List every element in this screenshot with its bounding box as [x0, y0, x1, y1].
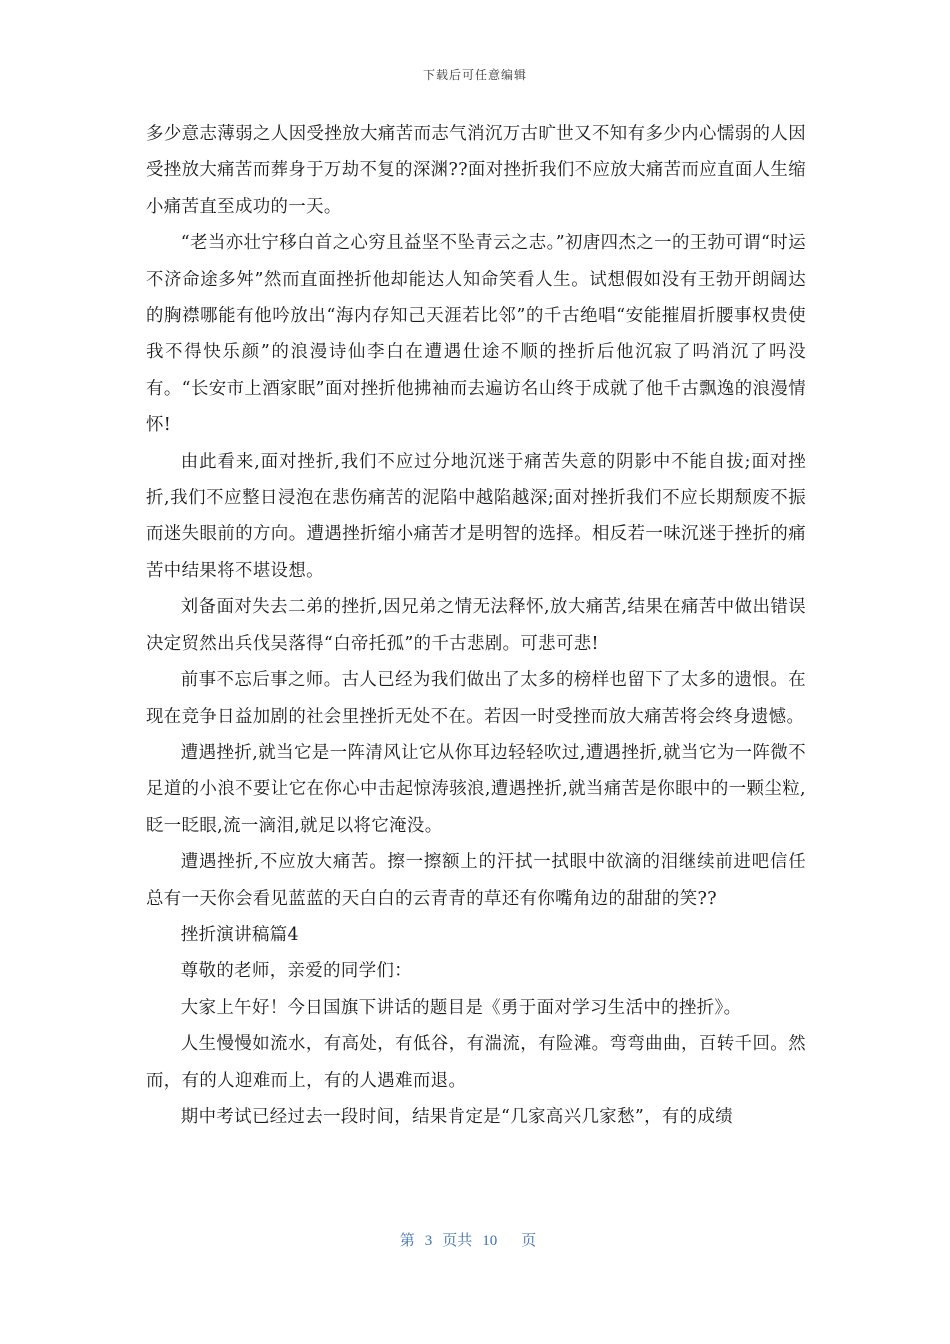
document-body [146, 116, 806, 1135]
paragraph-5: 前事不忘后事之师。古人已经为我们做出了太多的榜样也留下了太多的遗恨。在现在竞争日益加剧的社会里挫折无处不在。若因一时受挫而放大痛苦将会终身遗憾。 [146, 670, 806, 727]
salutation: 尊敬的老师，亲爱的同学们： [180, 961, 413, 982]
paragraph-2: “老当亦壮宁移白首之心穷且益坚不坠青云之志。”初唐四杰之一的王勃可谓“时运不济命途多舛”然而直面挫折他却能达人知命笑看人生。试想假如没有王勃开朗阔达的胸襟哪能有他吟放出“海内存知己天涯若比邻”的千古绝唱“安能摧眉折腰事权贵使我不得快乐颜”的浪漫诗仙李白在遭遇仕途不顺的挫折后他沉寂了吗消沉了吗没有。“长安市上酒家眠”面对挫折他拂袖而去遍访名山终于成就了他千古飘逸的浪漫情怀! [146, 233, 806, 436]
paragraph-7: 遭遇挫折,不应放大痛苦。擦一擦额上的汗拭一拭眼中欲滴的泪继续前进吧信任总有一天你会看见蓝蓝的天白白的云青青的草还有你嘴角边的甜甜的笑?? [146, 852, 806, 909]
page-label-middle: 页共 [442, 1233, 473, 1249]
page-label-prefix: 第 [399, 1233, 415, 1249]
page-footer [0, 1229, 950, 1250]
paragraph-1: 多少意志薄弱之人因受挫放大痛苦而志气消沉万古旷世又不知有多少内心懦弱的人因受挫放大痛苦而葬身于万劫不复的深渊??面对挫折我们不应放大痛苦而应直面人生缩小痛苦直至成功的一天。 [146, 124, 806, 217]
paragraph-10: 人生慢慢如流水，有高处，有低谷，有湍流，有险滩。弯弯曲曲，百转千回。然而，有的人迎难而上，有的人遇难而退。 [146, 1034, 806, 1091]
paragraph-4: 刘备面对失去二弟的挫折,因兄弟之情无法释怀,放大痛苦,结果在痛苦中做出错误决定贸然出兵伐吴落得“白帝托孤”的千古悲剧。可悲可悲! [146, 597, 806, 654]
paragraph-11: 期中考试已经过去一段时间，结果肯定是“几家高兴几家愁”，有的成绩 [180, 1106, 734, 1127]
page-header: 下载后可任意编辑 [422, 68, 527, 82]
paragraph-6: 遭遇挫折,就当它是一阵清风让它从你耳边轻轻吹过,遭遇挫折,就当它为一阵微不足道的小浪不要让它在你心中击起惊涛骇浪,遭遇挫折,就当痛苦是你眼中的一颗尘粒,眨一眨眼,流一滴泪,就足以将它淹没。 [146, 742, 806, 836]
total-pages-number: 10 [482, 1233, 498, 1249]
page-label-suffix: 页 [521, 1233, 537, 1249]
paragraph-greeting: 大家上午好！今日国旗下讲话的题目是《勇于面对学习生活中的挫折》。 [180, 997, 742, 1018]
current-page-number: 3 [424, 1233, 433, 1249]
paragraph-3: 由此看来,面对挫折,我们不应过分地沉迷于痛苦失意的阴影中不能自拔;面对挫折,我们不应整日浸泡在悲伤痛苦的泥陷中越陷越深;面对挫折我们不应长期颓废不振而迷失眼前的方向。遭遇挫折缩小痛苦才是明智的选择。相反若一味沉迷于挫折的痛苦中结果将不堪设想。 [146, 451, 806, 581]
section-heading: 挫折演讲稿篇4 [180, 924, 300, 945]
